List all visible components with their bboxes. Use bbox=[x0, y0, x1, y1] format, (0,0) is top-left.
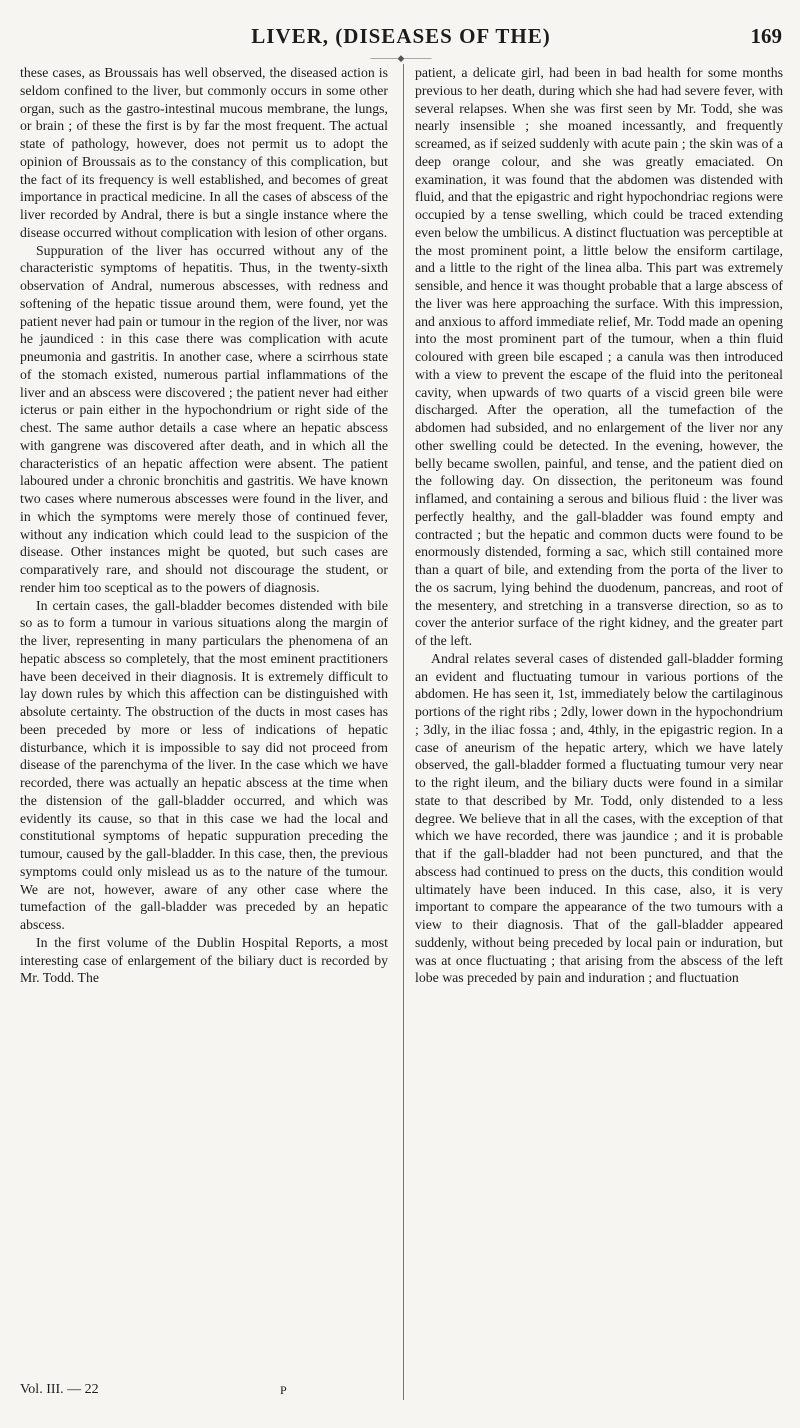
paragraph: Andral relates several cases of distended gall-bladder forming an evident and fluctuating tumour in various portions of the abdomen. He has seen it, 1st, immediately below the cartilaginous portions of the right ribs ; 2dly, lower down in the hypochondrium ; 3dly, in the iliac fossa ; and, 4thly, in the epigastric region. In a case of aneurism of the hepatic artery, which we have lately observed, the gall-bladder formed a fluctuating tumour very near to the right ileum, and the biliary ducts were found in a similar state to that described by Mr. Todd, only distended to a less degree. We believe that in all the cases, with the exception of that which we have recorded, there was jaundice ; and it is probable that if the gall-bladder had not been punctured, and that the abscess had continued to press on the ducts, this condition would ultimately have been induced. In this case, also, it is very important to compare the appearance of the two tumours with a view to their diagnosis. That of the gall-bladder appeared suddenly, without being preceded by local pain or induration, but was at once fluctuating ; that arising from the abscess of the left lobe was preceded by pain and induration ; and fluctuation bbox=[415, 650, 783, 986]
paragraph: Suppuration of the liver has occurred without any of the characteristic symptoms of hepatitis. Thus, in the twenty-sixth observation of Andral, numerous abscesses, with redness and softening of the hepatic tissue around them, were found, yet the patient never had pain or tumour in the region of the liver, nor was he jaundiced : in this case there was complication with acute pneumonia and gastritis. In another case, where a scirrhous state of the stomach existed, numerous partial inflammations of the liver and an abscess were discovered ; the patient never had either icterus or pain either in the hypochondrium or right side of the chest. The same author details a case where an hepatic abscess with gangrene was discovered after death, and in which all the characteristics of an hepatic affection were absent. The patient laboured under a chronic bronchitis and gastritis. We have known two cases where numerous abscesses were found in the liver, and in which the symptoms were merely those of continued fever, without any indication which could lead to the suspicion of the disease. Other instances might be quoted, but such cases are comparatively rare, and should not discourage the student, or render him too sceptical as to the powers of diagnosis. bbox=[20, 242, 388, 595]
page-number: 169 bbox=[750, 24, 782, 48]
header-ornament: ———◆——— bbox=[370, 53, 432, 63]
volume-signature: Vol. III. — 22 bbox=[20, 1382, 99, 1397]
paragraph: In certain cases, the gall-bladder becomes distended with bile so as to form a tumour in various situations along the margin of the liver, representing in many particulars the phenomena of an hepatic abscess so completely, that the most eminent practitioners have been deceived in their diagnosis. It is extremely difficult to lay down rules by which this affection can be distinguished with absolute certainty. The obstruction of the ducts in most cases has been preceded by more or less of indications of hepatic disturbance, which it is impossible to say did not proceed from disease of the parenchyma of the liver. In the case which we have recorded, there was actually an hepatic abscess at the time when the distension of the gall-bladder occurred, and which was evidently its cause, so that in this case we had the local and constitutional symptoms of hepatic suppuration preceding the tumour, caused by the gall-bladder. In this case, then, the previous symptoms could only mislead us as to the nature of the tumour. We are not, however, aware of any other case where the tumefaction of the gall-bladder was preceded by an hepatic abscess. bbox=[20, 597, 388, 932]
column-divider bbox=[403, 64, 404, 1400]
page-header bbox=[20, 12, 782, 63]
running-title: LIVER, (DISEASES OF THE) bbox=[251, 24, 551, 48]
paragraph: patient, a delicate girl, had been in bad health for some months previous to her death, during which she had had severe fever, with several relapses. When she was first seen by Mr. Todd, she was nearly insensible ; she moaned incessantly, and frequently screamed, as if seized suddenly with acute pain ; the skin was of a deep orange colour, and she was greatly emaciated. On examination, it was found that the abdomen was distended with fluid, and that the epigastric and right hypochondriac regions were occupied by a tense swelling, which could be traced extending even below the umbilicus. A distinct fluctuation was perceptible at the most prominent point, a little below the ensiform cartilage, and a little to the right of the linea alba. This part was extremely sensible, and hence it was thought probable that a large abscess of the liver was here approaching the surface. With this impression, and anxious to afford immediate relief, Mr. Todd made an opening into the most prominent part of the tumour, when a thin fluid coloured with green bile escaped ; a canula was then introduced with a view to prevent the escape of the fluid into the peritoneal cavity, when upwards of two quarts of a viscid green bile were discharged. After the operation, all the tumefaction of the abdomen had subsided, and no enlargement of the liver nor any other swelling could be detected. In the evening, however, the belly became swollen, painful, and tense, and the patient died on the following day. On dissection, the peritoneum was found inflamed, and containing a serous and bilious fluid : the liver was perfectly healthy, and the gall-bladder was found empty and contracted ; but the hepatic and common ducts were found to be enormously distended, forming a sac, which still contained more than a quart of bile, and extending from the porta of the liver to the os sacrum, lying behind the duodenum, pancreas, and root of the mesentery, and stretching in a transverse direction, so as to cover the anterior surface of the right kidney, and the greater part of the left. bbox=[415, 65, 783, 648]
paragraph: In the first volume of the Dublin Hospital Reports, a most interesting case of enlargement of the biliary duct is recorded by Mr. Todd. The bbox=[20, 934, 388, 986]
paragraph: these cases, as Broussais has well observed, the diseased action is seldom confined to the liver, but commonly occurs in some other organ, such as the gastro-intestinal mucous membrane, the lungs, or brain ; of these the first is by far the most frequent. The actual state of pathology, however, does not permit us to adopt the opinion of Broussais as to the constancy of this complication, but the fact of its frequency is well established, and becomes of great importance in practical medicine. In all the cases of abscess of the liver recorded by Andral, there is but a single instance where the disease occurred without complication with lesion of other organs. bbox=[20, 65, 388, 240]
right-column bbox=[415, 64, 783, 987]
left-column bbox=[20, 64, 388, 987]
page-footer bbox=[20, 1382, 388, 1402]
printer-signature-mark: P bbox=[280, 1383, 287, 1397]
